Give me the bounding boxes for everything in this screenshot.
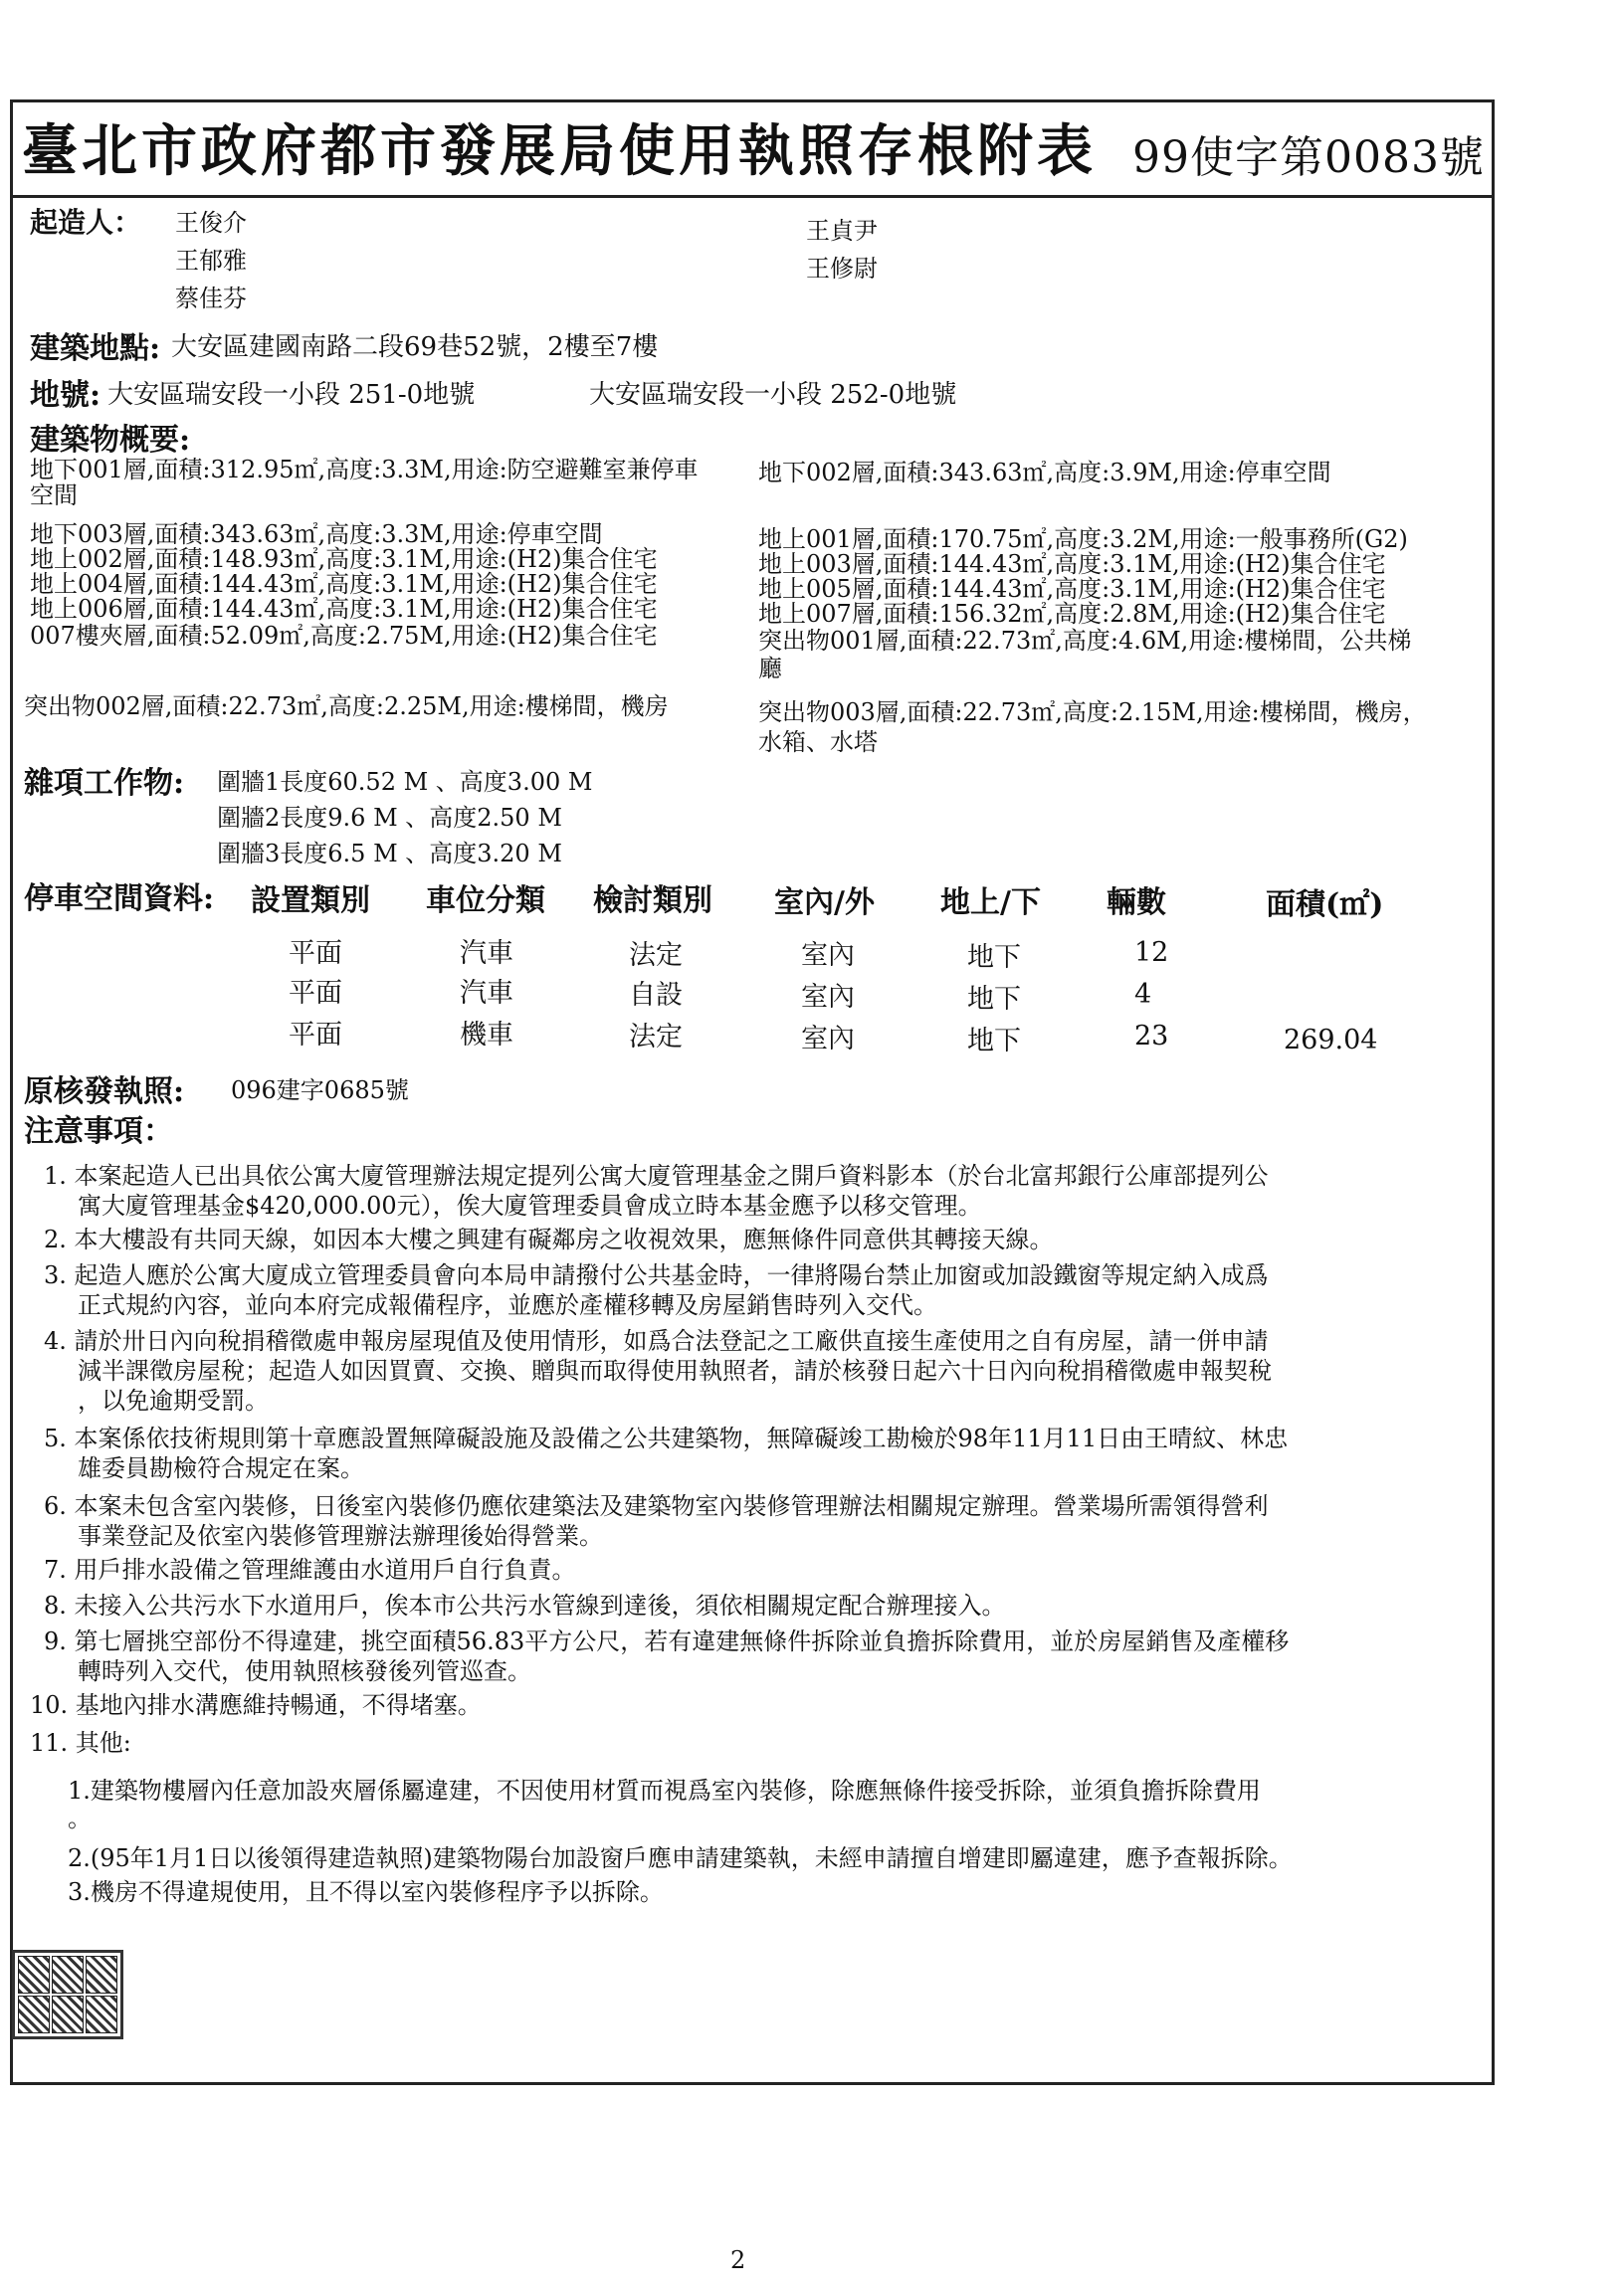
note-line: 11. 其他: xyxy=(30,1729,131,1757)
note-line: 7. 用戶排水設備之管理維護由水道用戶自行負責。 xyxy=(44,1556,576,1584)
applicant-name: 王修尉 xyxy=(806,255,878,283)
note-line: 寓大廈管理基金$420,000.00元），俟大廈管理委員會成立時本基金應予以移交管理。 xyxy=(78,1192,982,1220)
overview-line: 地上004層,面積:144.43㎡,高度:3.1M,用途:(H2)集合住宅 xyxy=(30,570,658,598)
overview-line: 地上007層,面積:156.32㎡,高度:2.8M,用途:(H2)集合住宅 xyxy=(758,600,1386,628)
parking-cell: 地下 xyxy=(967,984,1021,1015)
parking-cell: 室內 xyxy=(801,982,855,1013)
applicant-name: 王郁雅 xyxy=(175,247,247,275)
site-label: 建築地點: xyxy=(30,331,161,366)
overview-line: 廳 xyxy=(758,655,782,682)
misc-work-item: 圍牆2長度9.6 M 、高度2.50 M xyxy=(217,804,562,832)
parking-header: 車位分類 xyxy=(426,883,545,918)
parking-cell: 平面 xyxy=(289,938,342,969)
document-title: 臺北市政府都市發展局使用執照存根附表 xyxy=(22,118,1097,184)
overview-line: 突出物001層,面積:22.73㎡,高度:4.6M,用途:樓梯間，公共梯 xyxy=(758,627,1412,655)
note-line: 10. 基地內排水溝應維持暢通，不得堵塞。 xyxy=(30,1691,482,1719)
parking-cell: 12 xyxy=(1134,937,1169,968)
overview-line: 地上003層,面積:144.43㎡,高度:3.1M,用途:(H2)集合住宅 xyxy=(758,550,1386,578)
overview-line: 地上002層,面積:148.93㎡,高度:3.1M,用途:(H2)集合住宅 xyxy=(30,545,658,573)
parking-cell: 法定 xyxy=(629,940,683,971)
note-line: 6. 本案未包含室內裝修，日後室內裝修仍應依建築法及建築物室內裝修管理辦法相關規定辦理。營業場所需領得營利 xyxy=(44,1492,1269,1520)
parking-cell: 法定 xyxy=(629,1022,683,1052)
note-line: 2.(95年1月1日以後領得建造執照)建築物陽台加設窗戶應申請建築執，未經申請擅自增建即屬違建，應予查報拆除。 xyxy=(68,1844,1293,1872)
parking-cell: 汽車 xyxy=(460,938,513,969)
overview-line: 地下002層,面積:343.63㎡,高度:3.9M,用途:停車空間 xyxy=(758,459,1331,486)
lot-label: 地號: xyxy=(30,378,101,413)
applicant-name: 蔡佳芬 xyxy=(175,285,247,312)
overview-line: 地上005層,面積:144.43㎡,高度:3.1M,用途:(H2)集合住宅 xyxy=(758,575,1386,603)
overview-line: 突出物003層,面積:22.73㎡,高度:2.15M,用途:樓梯間，機房， xyxy=(758,698,1427,726)
parking-cell: 自設 xyxy=(629,980,683,1011)
note-line: ，以免逾期受罰。 xyxy=(78,1387,269,1415)
note-line: 5. 本案係依技術規則第十章應設置無障礙設施及設備之公共建築物，無障礙竣工勘檢於98年11月11日由王晴紋、林忠 xyxy=(44,1425,1289,1452)
parking-cell: 汽車 xyxy=(460,978,513,1009)
overview-line: 007樓夾層,面積:52.09㎡,高度:2.75M,用途:(H2)集合住宅 xyxy=(30,622,658,650)
parking-cell: 269.04 xyxy=(1284,1025,1378,1055)
document-number: 99使字第0083號 xyxy=(1132,132,1485,183)
applicant-name: 王貞尹 xyxy=(806,217,878,245)
note-line: 減半課徵房屋稅；起造人如因買賣、交換、贈與而取得使用執照者，請於核發日起六十日內向稅捐稽徵處申報契稅 xyxy=(78,1357,1272,1385)
overview-line: 空間 xyxy=(30,481,78,509)
note-line: 3. 起造人應於公寓大廈成立管理委員會向本局申請撥付公共基金時，一律將陽台禁止加窗或加設鐵窗等規定納入成爲 xyxy=(44,1261,1269,1289)
parking-header: 地上/下 xyxy=(940,885,1041,920)
note-line: 8. 未接入公共污水下水道用戶，俟本市公共污水管線到達後，須依相關規定配合辦理接入。 xyxy=(44,1592,1006,1620)
note-line: 事業登記及依室內裝修管理辦法辦理後始得營業。 xyxy=(78,1522,603,1550)
site-value: 大安區建國南路二段69巷52號，2樓至7樓 xyxy=(171,332,659,362)
note-line: 雄委員勘檢符合規定在案。 xyxy=(78,1454,364,1482)
parking-cell: 平面 xyxy=(289,1020,342,1051)
parking-header: 檢討類別 xyxy=(593,883,712,918)
parking-cell: 室內 xyxy=(801,1024,855,1054)
parking-cell: 室內 xyxy=(801,940,855,971)
note-line: 正式規約內容，並向本府完成報備程序，並應於產權移轉及房屋銷售時列入交代。 xyxy=(78,1291,937,1319)
note-line: 4. 請於卅日內向稅捐稽徵處申報房屋現值及使用情形，如爲合法登記之工廠供直接生產使用之自有房屋，請一併申請 xyxy=(44,1327,1269,1355)
page-number: 2 xyxy=(730,2246,746,2274)
note-line: 轉時列入交代，使用執照核發後列管巡查。 xyxy=(78,1657,531,1685)
parking-cell: 23 xyxy=(1134,1021,1169,1052)
parking-cell: 機車 xyxy=(460,1020,513,1051)
misc-works-label: 雜項工作物: xyxy=(24,766,185,801)
overview-line: 水箱、水塔 xyxy=(758,728,878,756)
misc-work-item: 圍牆1長度60.52 M 、高度3.00 M xyxy=(217,768,593,796)
note-line: 1.建築物樓層內任意加設夾層係屬違建，不因使用材質而視爲室內裝修，除應無條件接受拆除，並須負擔拆除費用 xyxy=(68,1777,1261,1805)
note-line: 9. 第七層挑空部份不得違建，挑空面積56.83平方公尺，若有違建無條件拆除並負擔拆除費用，並於房屋銷售及產權移 xyxy=(44,1627,1290,1655)
official-seal-stamp xyxy=(12,1950,123,2039)
overview-line: 地上001層,面積:170.75㎡,高度:3.2M,用途:一般事務所(G2) xyxy=(758,525,1408,553)
header-divider xyxy=(10,195,1492,198)
overview-label: 建築物概要: xyxy=(30,423,191,458)
note-line: 3.機房不得違規使用，且不得以室內裝修程序予以拆除。 xyxy=(68,1878,664,1906)
parking-label: 停車空間資料: xyxy=(24,881,215,916)
overview-line: 突出物002層,面積:22.73㎡,高度:2.25M,用途:樓梯間，機房 xyxy=(24,692,669,720)
parking-header: 輛數 xyxy=(1107,885,1166,920)
overview-line: 地下003層,面積:343.63㎡,高度:3.3M,用途:停車空間 xyxy=(30,520,603,548)
parking-cell: 平面 xyxy=(289,978,342,1009)
parking-header: 室內/外 xyxy=(774,885,875,920)
overview-line: 地上006層,面積:144.43㎡,高度:3.1M,用途:(H2)集合住宅 xyxy=(30,595,658,623)
note-line: 1. 本案起造人已出具依公寓大廈管理辦法規定提列公寓大廈管理基金之開戶資料影本（於台北富邦銀行公庫部提列公 xyxy=(44,1162,1269,1190)
overview-line: 地下001層,面積:312.95㎡,高度:3.3M,用途:防空避難室兼停車 xyxy=(30,456,699,483)
note-line: 2. 本大樓設有共同天線，如因本大樓之興建有礙鄰房之收視效果，應無條件同意供其轉接天線。 xyxy=(44,1226,1054,1253)
lot-value: 大安區瑞安段一小段 251-0地號 xyxy=(107,380,476,410)
notes-label: 注意事項： xyxy=(24,1114,173,1149)
original-permit-value: 096建字0685號 xyxy=(231,1076,409,1104)
lot-value: 大安區瑞安段一小段 252-0地號 xyxy=(589,380,957,410)
original-permit-label: 原核發執照: xyxy=(24,1074,185,1109)
parking-header: 面積(㎡) xyxy=(1266,887,1384,922)
parking-cell: 地下 xyxy=(967,1026,1021,1056)
parking-header: 設置類別 xyxy=(251,883,370,918)
parking-cell: 地下 xyxy=(967,942,1021,973)
applicant-name: 王俊介 xyxy=(175,209,247,237)
parking-cell: 4 xyxy=(1134,979,1152,1010)
applicant-label: 起造人： xyxy=(30,206,142,239)
note-line: 。 xyxy=(68,1805,92,1832)
misc-work-item: 圍牆3長度6.5 M 、高度3.20 M xyxy=(217,840,562,867)
